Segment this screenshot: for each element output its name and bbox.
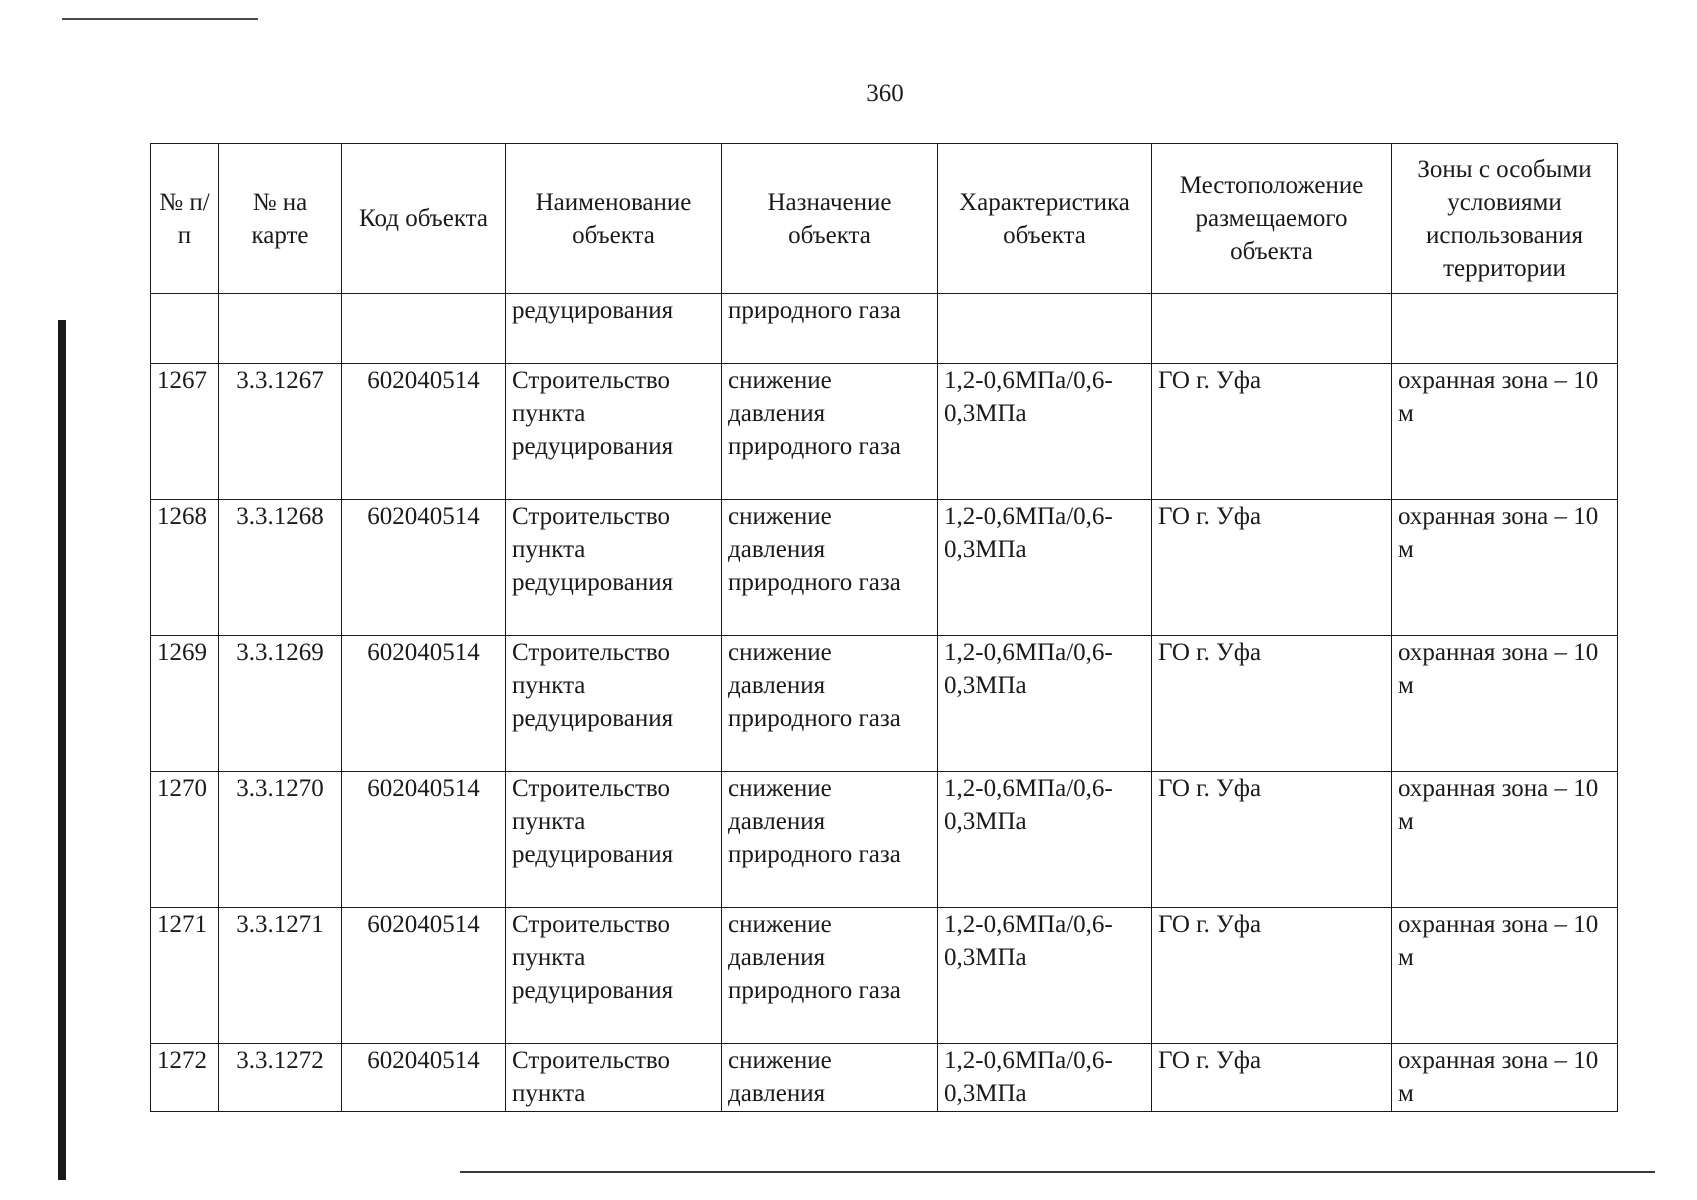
cell-location: ГО г. Уфа — [1152, 636, 1392, 772]
cell-characteristic: 1,2-0,6МПа/0,6-0,3МПа — [938, 1044, 1152, 1112]
objects-table — [150, 143, 1618, 1112]
cell-name: Строительство пункта редуцирования — [506, 908, 722, 1044]
cell-characteristic: 1,2-0,6МПа/0,6-0,3МПа — [938, 364, 1152, 500]
table-header-row — [151, 144, 1618, 294]
table-row — [151, 364, 1618, 500]
scan-artifact-left-bar — [58, 320, 66, 1180]
cell-num: 1269 — [151, 636, 219, 772]
scan-artifact-bottom-line — [460, 1171, 1655, 1173]
cell-code: 602040514 — [342, 772, 506, 908]
cell-code: 602040514 — [342, 500, 506, 636]
cell-code — [342, 294, 506, 364]
cell-num: 1271 — [151, 908, 219, 1044]
cell-purpose: природного газа — [722, 294, 938, 364]
table-row-continuation — [151, 294, 1618, 364]
cell-num: 1268 — [151, 500, 219, 636]
cell-num — [151, 294, 219, 364]
table-row — [151, 1044, 1618, 1112]
cell-name: Строительство пункта — [506, 1044, 722, 1112]
header-code: Код объекта — [342, 144, 506, 294]
page-number: 360 — [866, 80, 904, 107]
table-row — [151, 908, 1618, 1044]
cell-code: 602040514 — [342, 364, 506, 500]
cell-num: 1270 — [151, 772, 219, 908]
cell-name: Строительство пункта редуцирования — [506, 364, 722, 500]
cell-purpose: снижение давления природного газа — [722, 772, 938, 908]
header-purpose: Назначение объекта — [722, 144, 938, 294]
cell-zone: охранная зона – 10 м — [1392, 908, 1618, 1044]
cell-name: редуцирования — [506, 294, 722, 364]
cell-zone: охранная зона – 10 м — [1392, 1044, 1618, 1112]
cell-zone: охранная зона – 10 м — [1392, 364, 1618, 500]
cell-zone: охранная зона – 10 м — [1392, 772, 1618, 908]
table-row — [151, 500, 1618, 636]
cell-location: ГО г. Уфа — [1152, 1044, 1392, 1112]
cell-map-num: 3.3.1267 — [219, 364, 342, 500]
header-zones: Зоны с особыми условиями использования территории — [1392, 144, 1618, 294]
cell-num: 1267 — [151, 364, 219, 500]
cell-map-num: 3.3.1270 — [219, 772, 342, 908]
cell-zone: охранная зона – 10 м — [1392, 500, 1618, 636]
cell-map-num: 3.3.1271 — [219, 908, 342, 1044]
cell-zone: охранная зона – 10 м — [1392, 636, 1618, 772]
cell-code: 602040514 — [342, 1044, 506, 1112]
cell-purpose: снижение давления природного газа — [722, 500, 938, 636]
table-row — [151, 636, 1618, 772]
table-row — [151, 772, 1618, 908]
cell-location: ГО г. Уфа — [1152, 772, 1392, 908]
cell-purpose: снижение давления природного газа — [722, 364, 938, 500]
header-num: № п/п — [151, 144, 219, 294]
cell-purpose: снижение давления — [722, 1044, 938, 1112]
cell-code: 602040514 — [342, 908, 506, 1044]
scan-artifact-top-line — [62, 18, 258, 20]
cell-purpose: снижение давления природного газа — [722, 908, 938, 1044]
cell-code: 602040514 — [342, 636, 506, 772]
cell-location: ГО г. Уфа — [1152, 500, 1392, 636]
cell-map-num: 3.3.1268 — [219, 500, 342, 636]
cell-characteristic — [938, 294, 1152, 364]
cell-characteristic: 1,2-0,6МПа/0,6-0,3МПа — [938, 908, 1152, 1044]
header-name: Наименование объекта — [506, 144, 722, 294]
cell-num: 1272 — [151, 1044, 219, 1112]
cell-map-num: 3.3.1272 — [219, 1044, 342, 1112]
cell-characteristic: 1,2-0,6МПа/0,6-0,3МПа — [938, 636, 1152, 772]
cell-map-num: 3.3.1269 — [219, 636, 342, 772]
cell-characteristic: 1,2-0,6МПа/0,6-0,3МПа — [938, 772, 1152, 908]
cell-map-num — [219, 294, 342, 364]
cell-characteristic: 1,2-0,6МПа/0,6-0,3МПа — [938, 500, 1152, 636]
header-characteristic: Характеристика объекта — [938, 144, 1152, 294]
cell-location — [1152, 294, 1392, 364]
cell-name: Строительство пункта редуцирования — [506, 500, 722, 636]
header-map-num: № на карте — [219, 144, 342, 294]
header-location: Местоположение размещаемого объекта — [1152, 144, 1392, 294]
cell-location: ГО г. Уфа — [1152, 908, 1392, 1044]
cell-zone — [1392, 294, 1618, 364]
cell-name: Строительство пункта редуцирования — [506, 636, 722, 772]
cell-name: Строительство пункта редуцирования — [506, 772, 722, 908]
cell-purpose: снижение давления природного газа — [722, 636, 938, 772]
cell-location: ГО г. Уфа — [1152, 364, 1392, 500]
